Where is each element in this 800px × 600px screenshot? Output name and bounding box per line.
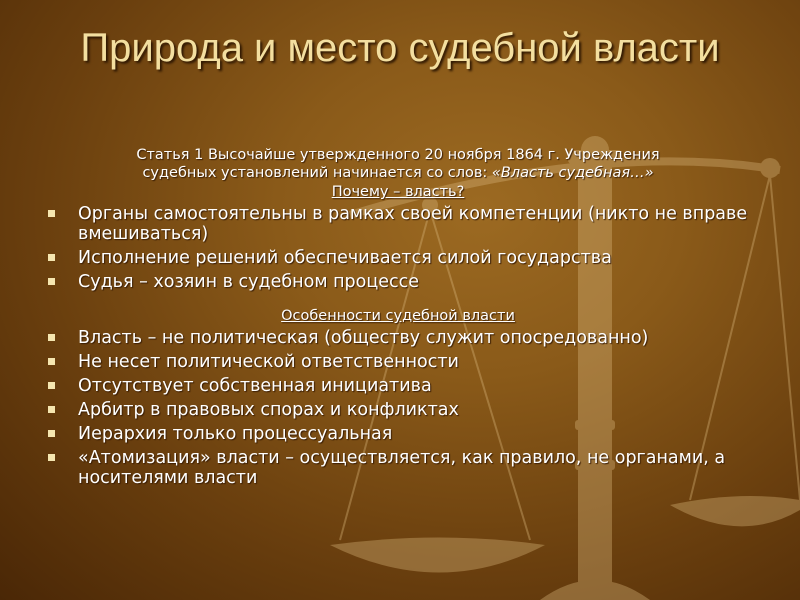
section-list-features [48,328,748,488]
intro-line-2 [18,164,778,182]
list-item: Иерархия только процессуальная [48,424,748,444]
list-item: Не несет политической ответственности [48,352,748,372]
intro-text [18,146,778,182]
section-heading-features: Особенности судебной власти [281,308,515,324]
intro-line-1: Статья 1 Высочайше утвержденного 20 ноября 1864 г. Учреждения [136,147,660,163]
intro-quote: «Власть судебная…» [491,165,654,181]
list-item: Судья – хозяин в судебном процессе [48,272,748,292]
list-item: Органы самостоятельны в рамках своей компетенции (никто не вправе вмешиваться) [48,204,748,244]
section-list-why-power [48,204,748,292]
intro-line-2-text: судебных установлений начинается со слов: [142,165,492,181]
list-item: Власть – не политическая (обществу служит опосредованно) [48,328,748,348]
list-item: Отсутствует собственная инициатива [48,376,748,396]
section-heading-why-power: Почему – власть? [331,184,465,200]
list-item: Арбитр в правовых спорах и конфликтах [48,400,748,420]
slide-title: Природа и место судебной власти [80,26,720,70]
list-item: «Атомизация» власти – осуществляется, как правило, не органами, а носителями власти [48,448,748,488]
list-item: Исполнение решений обеспечивается силой государства [48,248,748,268]
slide-content [48,146,748,492]
